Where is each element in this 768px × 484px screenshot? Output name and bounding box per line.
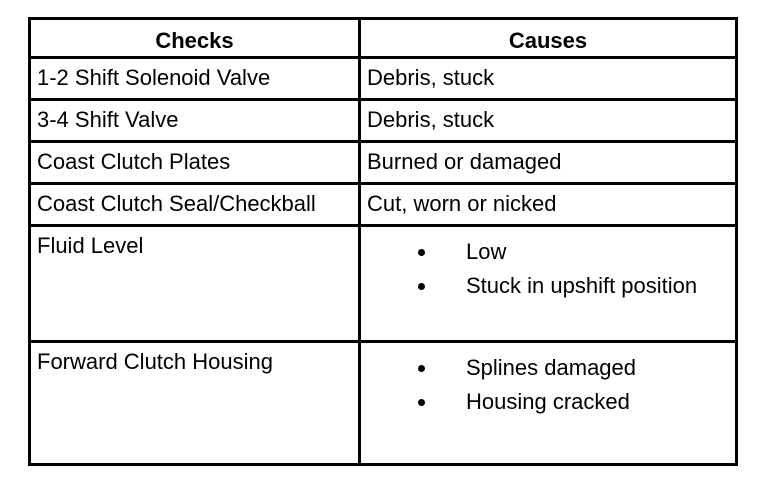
check-cell: Coast Clutch Plates (31, 143, 358, 182)
list-item (361, 355, 735, 389)
check-cell: Fluid Level (31, 227, 358, 340)
check-cell: Forward Clutch Housing (31, 343, 358, 463)
cause-cell: Cut, worn or nicked (361, 185, 735, 224)
cause-cell (361, 343, 735, 463)
header-checks: Checks (31, 20, 358, 56)
check-cell: 1-2 Shift Solenoid Valve (31, 59, 358, 98)
cause-cell: Debris, stuck (361, 59, 735, 98)
check-cell: 3-4 Shift Valve (31, 101, 358, 140)
bullet-icon (418, 399, 425, 406)
list-item (361, 273, 735, 307)
diagnostic-table (28, 17, 738, 466)
check-cell: Coast Clutch Seal/Checkball (31, 185, 358, 224)
bullet-icon (418, 365, 425, 372)
header-causes: Causes (361, 20, 735, 56)
cause-cell (361, 227, 735, 340)
cause-list (361, 343, 735, 423)
cause-text: Housing cracked (466, 389, 630, 414)
cause-text: Stuck in upshift position (466, 273, 698, 298)
list-item (361, 239, 735, 273)
cause-text: Low (466, 239, 507, 264)
cause-cell: Burned or damaged (361, 143, 735, 182)
cause-list (361, 227, 735, 307)
bullet-icon (418, 249, 425, 256)
bullet-icon (418, 283, 425, 290)
cause-text: Splines damaged (466, 355, 637, 380)
list-item (361, 389, 735, 423)
cause-cell: Debris, stuck (361, 101, 735, 140)
